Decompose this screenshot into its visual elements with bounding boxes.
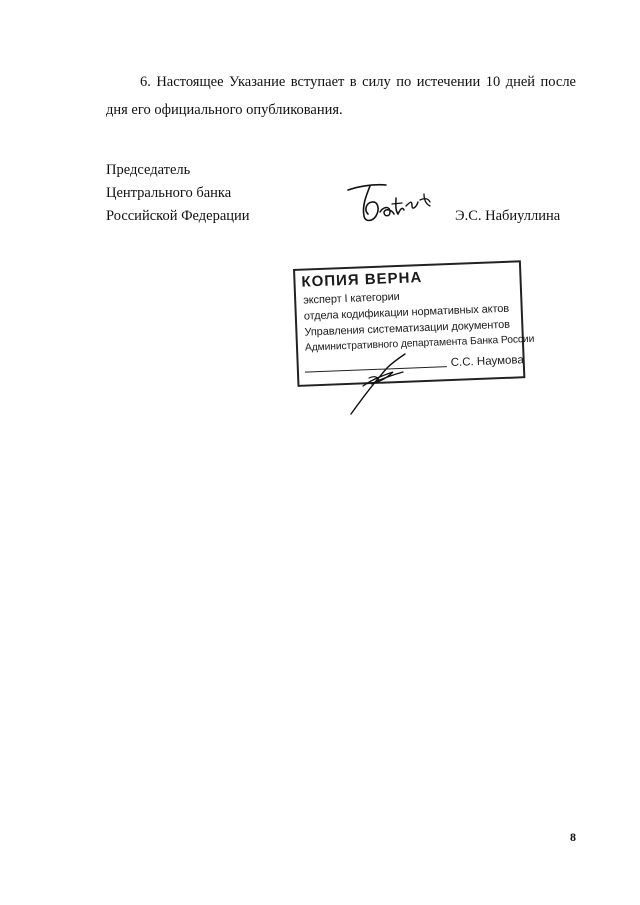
stamp-signature-icon	[343, 350, 413, 420]
paragraph-line-2: дня его официального опубликования.	[106, 102, 343, 118]
signer-name: Э.С. Набиуллина	[455, 208, 561, 224]
paragraph-line-1: 6. Настоящее Указание вступает в силу по истечении 10 дней после	[140, 74, 576, 90]
stamp-person-name: С.С. Наумова	[450, 354, 524, 370]
stamp-line-4: Административного департамента Банка России	[304, 333, 535, 354]
signer-title-line-3: Российской Федерации	[106, 208, 250, 224]
signer-title-line-1: Председатель	[106, 162, 191, 178]
stamp-title: КОПИЯ ВЕРНА	[301, 269, 423, 291]
signer-title-line-2: Центрального банка	[106, 185, 232, 201]
handwritten-signature	[340, 176, 450, 236]
stamp-line-1: эксперт I категории	[302, 290, 400, 307]
stamp-line-2: отдела кодификации нормативных актов	[303, 302, 510, 323]
stamp-line-3: Управления систематизации документов	[304, 318, 511, 339]
page-number: 8	[570, 830, 576, 844]
